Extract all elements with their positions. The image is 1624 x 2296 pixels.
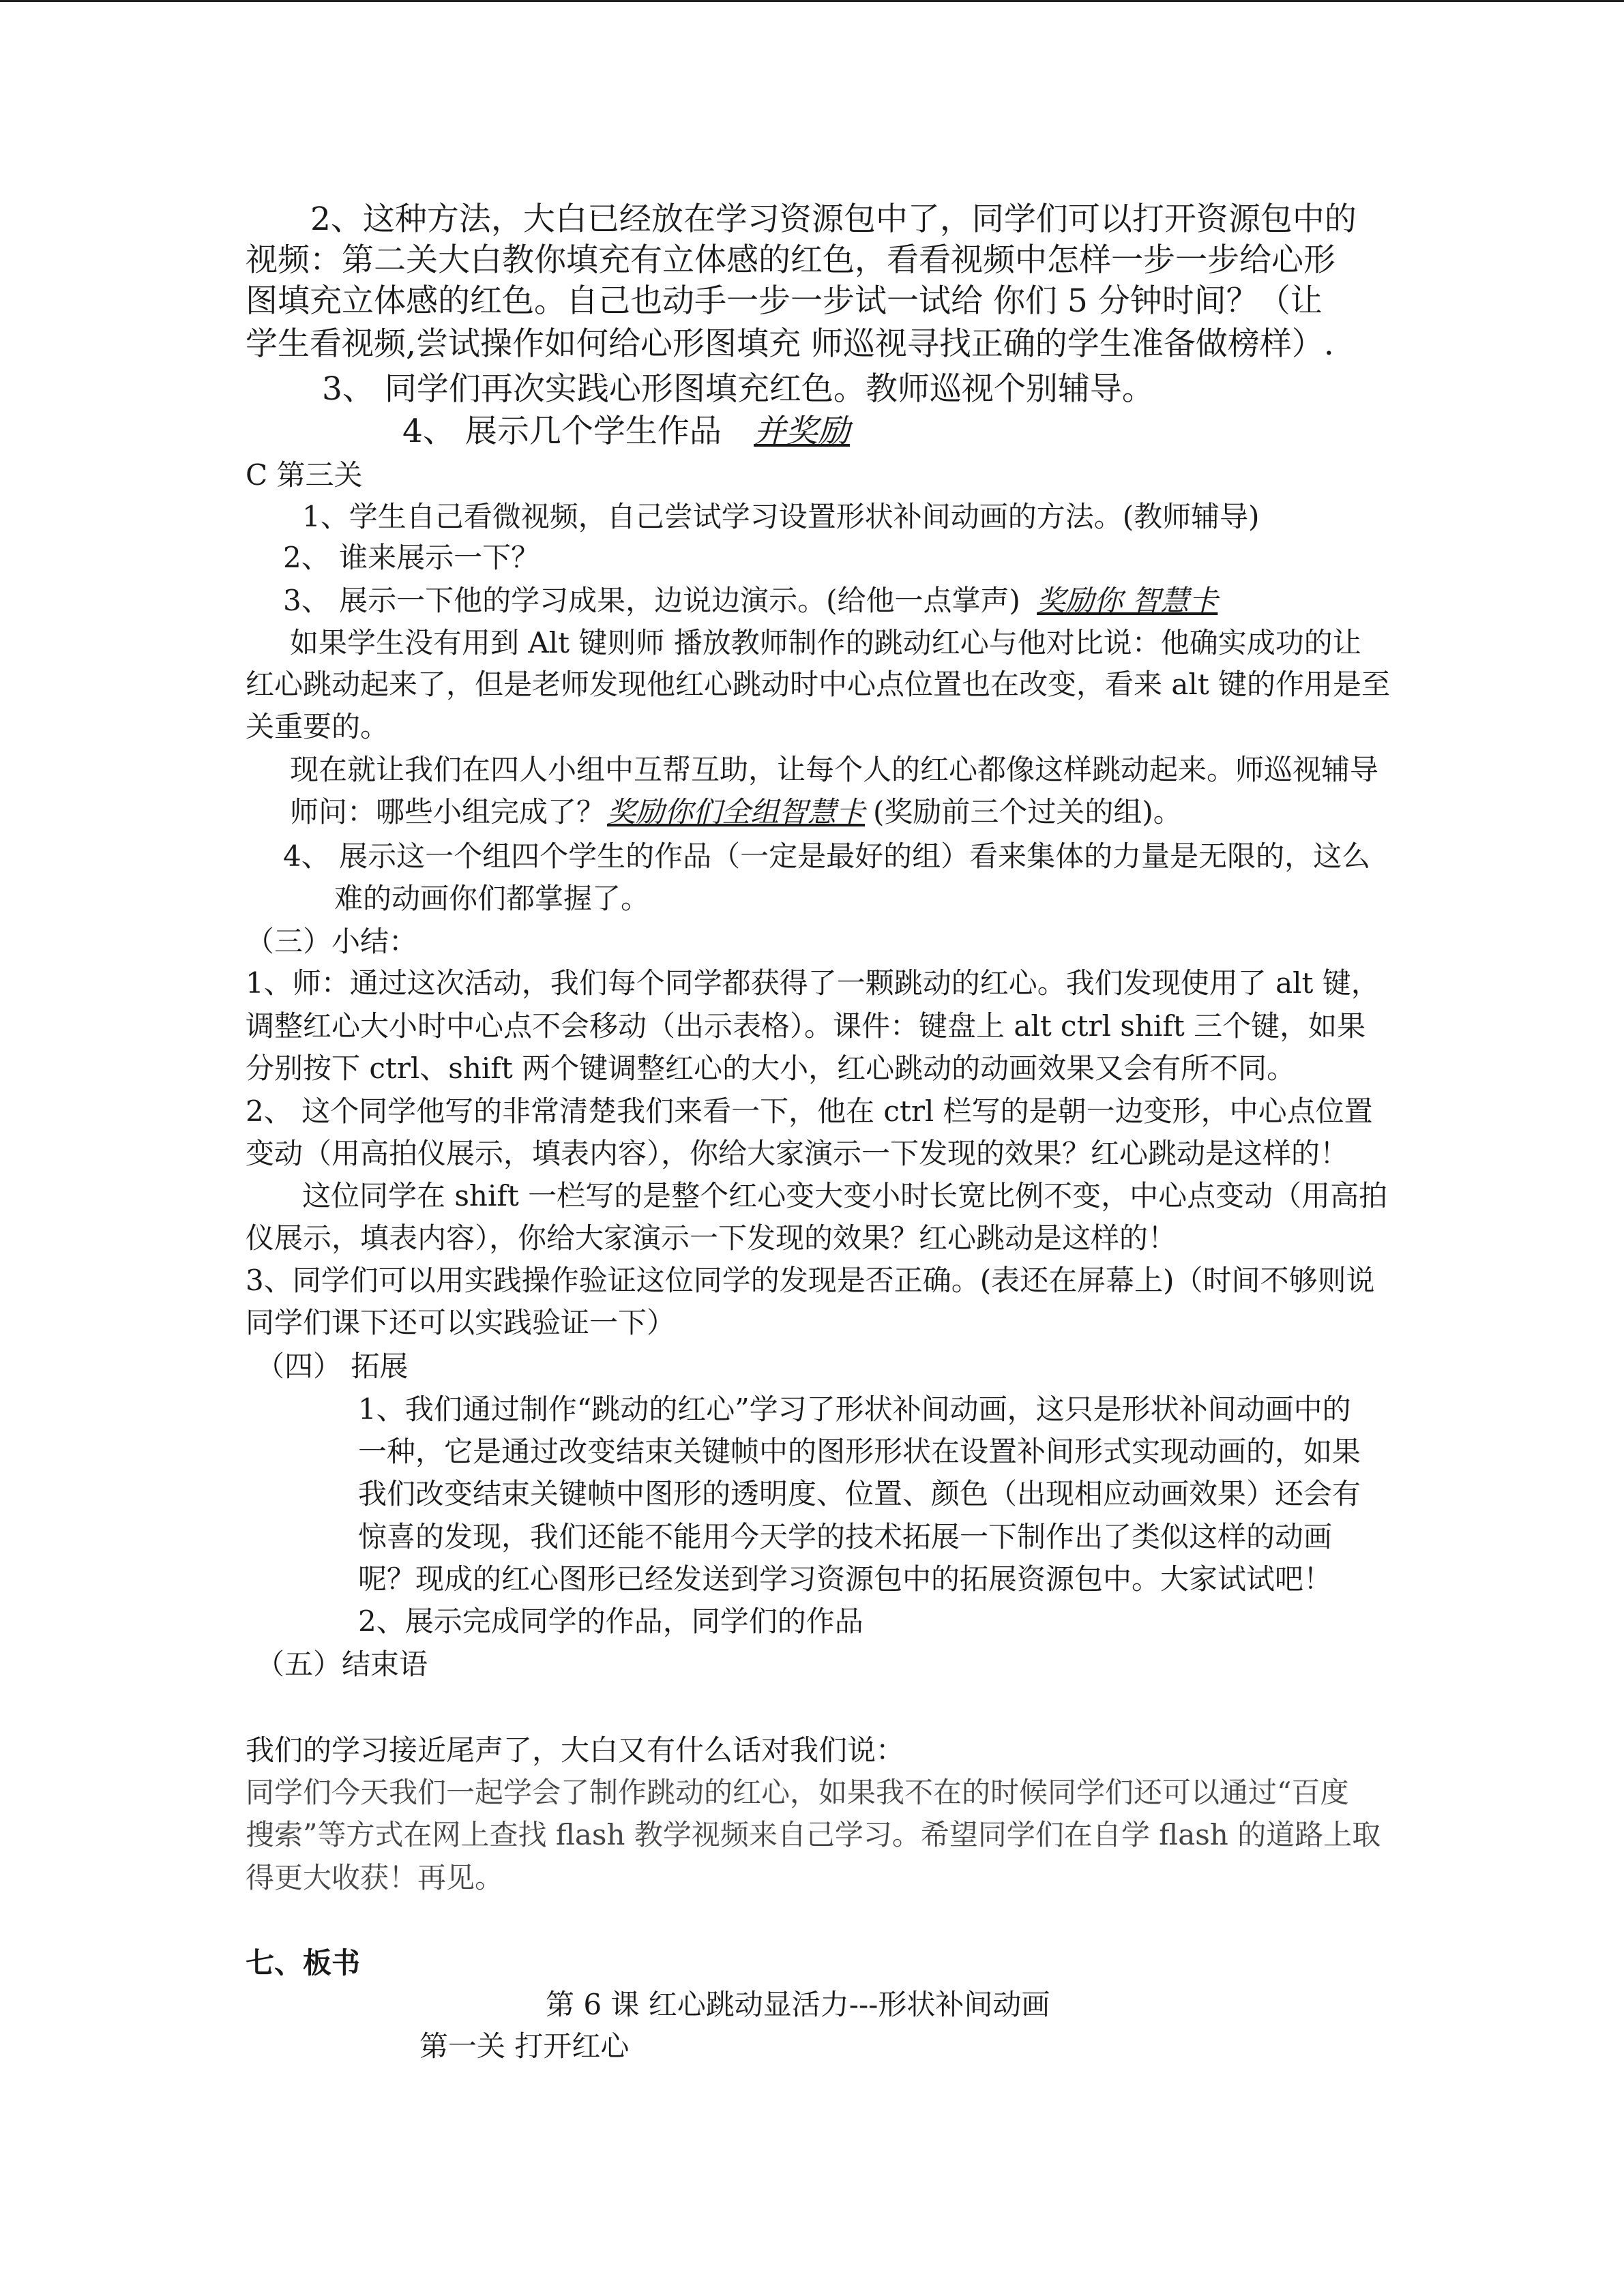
paragraph-line: 变动（用高拍仪展示，填表内容），你给大家演示一下发现的效果？红心跳动是这样的！ [246, 1137, 1349, 1170]
closing-quote-line: 同学们今天我们一起学会了制作跳动的红心，如果我不在的时候同学们还可以通过“百度 [246, 1776, 1349, 1809]
page-top-border [0, 0, 1624, 2]
paragraph-line: 惊喜的发现，我们还能不能用今天学的技术拓展一下制作出了类似这样的动画 [358, 1520, 1333, 1553]
paragraph-line: 1、师：通过这次活动，我们每个同学都获得了一颗跳动的红心。我们发现使用了 alt 键， [246, 966, 1380, 1000]
paragraph-line: 1、学生自己看微视频，自己尝试学习设置形状补间动画的方法。(教师辅导) [302, 500, 1260, 533]
paragraph-line: 如果学生没有用到 Alt 键则师 播放教师制作的跳动红心与他对比说：他确实成功的让 [290, 626, 1361, 659]
reward-note: 奖励你们全组智慧卡 [607, 795, 866, 829]
paragraph-line: 现在就让我们在四人小组中互帮互助，让每个人的红心都像这样跳动起来。师巡视辅导 [290, 753, 1379, 786]
closing-quote-line: 得更大收获！再见。 [246, 1861, 504, 1894]
section-heading-board: 七、板书 [246, 1946, 361, 1980]
board-item: 第一关 打开红心 [419, 2029, 630, 2063]
paragraph-line: 一种，它是通过改变结束关键帧中的图形形状在设置补间形式实现动画的，如果 [358, 1435, 1361, 1468]
paragraph-line: 学生看视频,尝试操作如何给心形图填充 师巡视寻找正确的学生准备做榜样）. [246, 325, 1334, 363]
reward-note: 并奖励 [754, 413, 850, 450]
paragraph-line: 仪展示，填表内容），你给大家演示一下发现的效果？红心跳动是这样的！ [246, 1221, 1177, 1255]
paragraph-line: 视频：第二关大白教你填充有立体感的红色，看看视频中怎样一步一步给心形 [246, 241, 1335, 279]
section-heading: C 第三关 [246, 458, 363, 492]
paragraph-line: 分别按下 ctrl、shift 两个键调整红心的大小，红心跳动的动画效果又会有所不同。 [246, 1052, 1296, 1085]
paragraph-line: 关重要的。 [246, 710, 389, 743]
paragraph-line: 调整红心大小时中心点不会移动（出示表格）。课件：键盘上 alt ctrl shift 三个键，如果 [246, 1009, 1366, 1043]
closing-quote-line: 搜索”等方式在网上查找 flash 教学视频来自己学习。希望同学们在自学 flash 的道路上取 [246, 1818, 1381, 1851]
paragraph-line: 我们的学习接近尾声了，大白又有什么话对我们说： [246, 1733, 905, 1767]
paragraph-line: 难的动画你们都掌握了。 [334, 882, 650, 915]
paragraph-line: 3、 展示一下他的学习成果，边说边演示。(给他一点掌声) [283, 584, 1020, 617]
paragraph-line: 我们改变结束关键帧中图形的透明度、位置、颜色（出现相应动画效果）还会有 [358, 1477, 1361, 1510]
paragraph-line: 4、 展示几个学生作品 [402, 413, 722, 450]
reward-note: 奖励你 智慧卡 [1037, 584, 1218, 617]
paragraph-line: 4、 展示这一个组四个学生的作品（一定是最好的组）看来集体的力量是无限的，这么 [283, 839, 1371, 873]
paragraph-line: (奖励前三个过关的组)。 [873, 795, 1182, 829]
paragraph-line: 师问：哪些小组完成了？ [290, 795, 606, 829]
paragraph-line: 图填充立体感的红色。自己也动手一步一步试一试给 你们 5 分钟时间？（让 [246, 282, 1323, 320]
paragraph-line: 1、我们通过制作“跳动的红心”学习了形状补间动画，这只是形状补间动画中的 [358, 1392, 1351, 1426]
board-title: 第 6 课 红心跳动显活力---形状补间动画 [546, 1988, 1050, 2021]
paragraph-line: 这位同学在 shift 一栏写的是整个红心变大变小时长宽比例不变，中心点变动（用高拍 [302, 1179, 1388, 1212]
paragraph-line: 2、 这个同学他写的非常清楚我们来看一下，他在 ctrl 栏写的是朝一边变形，中心点位置 [246, 1094, 1373, 1128]
paragraph-line: 2、这种方法，大白已经放在学习资源包中了，同学们可以打开资源包中的 [310, 200, 1357, 238]
paragraph-line: 2、展示完成同学的作品，同学们的作品 [358, 1605, 863, 1638]
paragraph-line: 3、同学们可以用实践操作验证这位同学的发现是否正确。(表还在屏幕上)（时间不够则说 [246, 1264, 1375, 1297]
paragraph-line: 3、 同学们再次实践心形图填充红色。教师巡视个别辅导。 [322, 370, 1154, 408]
section-heading: （三）小结： [246, 925, 418, 958]
paragraph-line: 呢？现成的红心图形已经发送到学习资源包中的拓展资源包中。大家试试吧！ [358, 1562, 1333, 1596]
section-heading: （五）结束语 [256, 1648, 428, 1681]
paragraph-line: 2、 谁来展示一下？ [283, 541, 540, 574]
section-heading: （四） 拓展 [256, 1350, 409, 1383]
paragraph-line: 红心跳动起来了，但是老师发现他红心跳动时中心点位置也在改变，看来 alt 键的作用是至 [246, 668, 1391, 701]
paragraph-line: 同学们课下还可以实践验证一下） [246, 1306, 676, 1339]
